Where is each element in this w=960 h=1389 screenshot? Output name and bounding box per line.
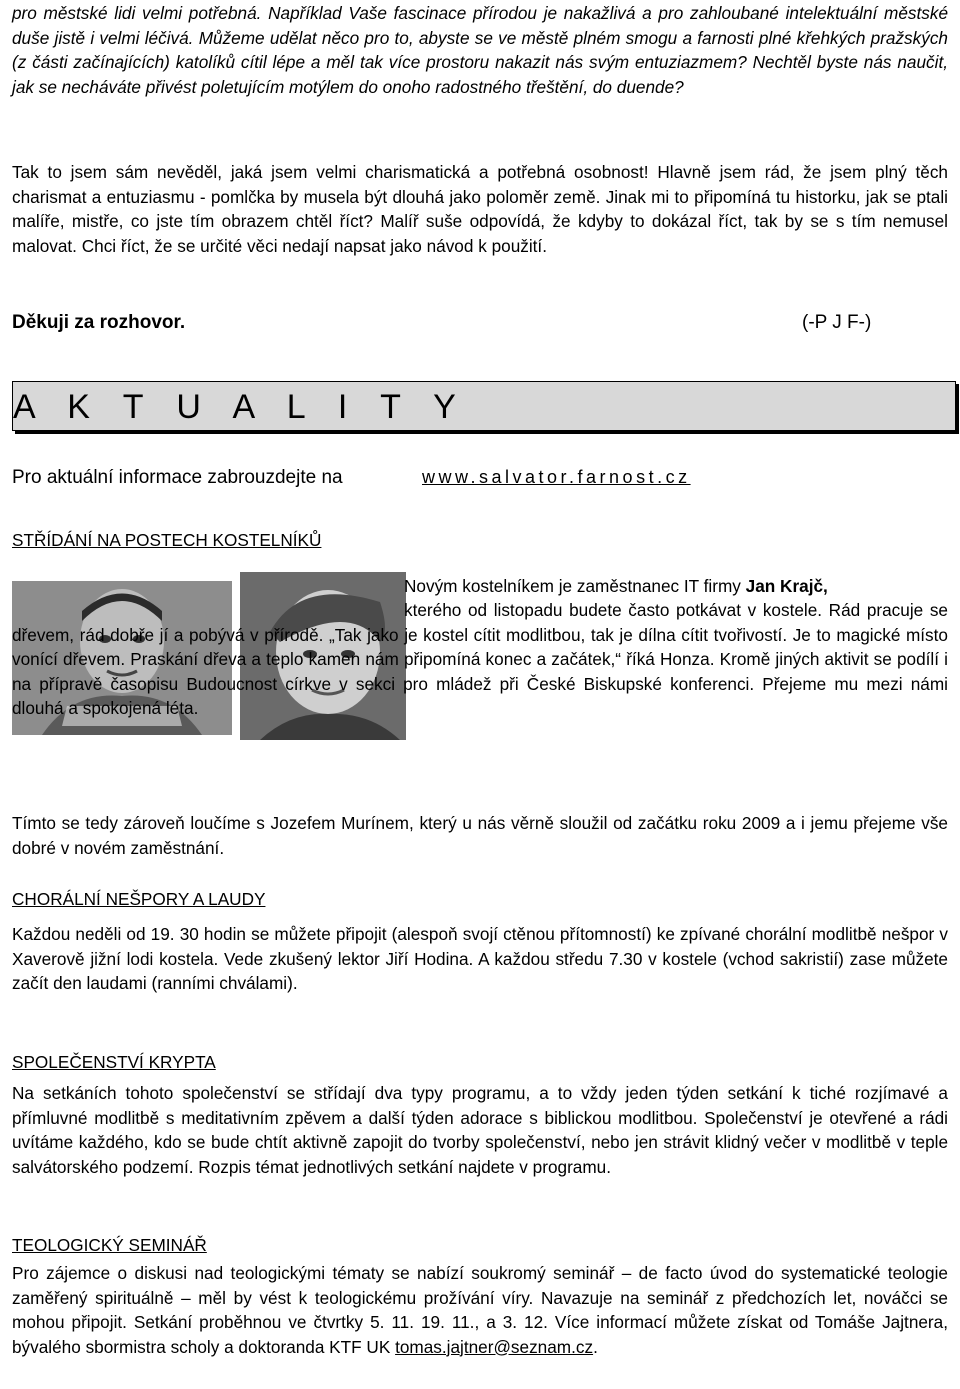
interview-answer: Tak to jsem sám nevěděl, jaká jsem velmi charismatická a potřebná osobnost! Hlavně jsem rád, že jsem plný těch charismat a entuziasmu - pomlčka by musela být dlouhá jako poloměr země. Jinak mi to připomíná tu historku, jak se ptali malíře, mistře, co jste tím obrazem chtěl říct? Malíř suše odpovídá, že kdyby to dokázal říct, tak by se s tím nemusel malovat. Chci říct, že se určité věci nedají napsat jako návod k použití.	[12, 162, 948, 256]
stridani-farewell: Tímto se tedy zároveň loučíme s Jozefem Murínem, který u nás věrně sloužil od začátku roku 2009 a i jemu přejeme vše dobré v novém zaměstnání.	[12, 813, 948, 858]
website-link[interactable]: www.salvator.farnost.cz	[422, 467, 691, 487]
section-title-krypta: SPOLEČENSTVÍ KRYPTA	[12, 1052, 216, 1072]
email-link[interactable]: tomas.jajtner@seznam.cz	[395, 1336, 594, 1357]
seminar-text	[12, 1261, 948, 1359]
section-title-seminar: TEOLOGICKÝ SEMINÁŘ	[12, 1235, 207, 1255]
new-sexton-name: Jan Krajč,	[745, 576, 828, 596]
interview-question: pro městské lidi velmi potřebná. Například Vaše fascinace přírodou je nakažlivá a pro zahloubané intelektuální městské duše jistě i velmi léčivá. Můžeme udělat něco pro to, abyste se ve městě plném smogu a farnosti plné křehkých pražských (z části začínajících) katolíků cítil lépe a měl tak více prostoru nakazit nás svým entuziazmem? Nechtěl byste nás naučit, jak se necháváte přivést poletujícím motýlem do onoho radostného třeštění, do duende?	[12, 3, 948, 97]
seminar-end: .	[593, 1336, 598, 1357]
aktuality-heading: A K T U A L I T Y	[13, 388, 468, 426]
aktuality-banner	[12, 381, 956, 431]
chorlani-text: Každou neděli od 19. 30 hodin se můžete připojit (alespoň svojí ctěnou přítomností) ke zpívané chorální modlitbě nešpor v Xaverově jižní lodi kostela. Vede zkušený lektor Jiří Hodina. A každou středu 7.30 v kostele (vchod sakristií) zase můžete začít den laudami (ranními chválami).	[12, 924, 948, 993]
info-row	[12, 467, 948, 489]
stridani-text-block	[404, 574, 948, 599]
krypta-text: Na setkáních tohoto společenství se střídají dva typy programu, a to vždy jeden týden setkání k tiché rozjímavé a přímluvné modlitbě s meditativním zpěvem a další týden adorace s biblickou modlitbou. Společenství je otevřené a rádi uvítáme každého, kdo se bude chtít aktivně zapojit do tvorby společenství, nebo jen strávit klidný večer v modlitbě v teple salvátorského podzemí. Rozpis témat jednotlivých setkání najdete v programu.	[12, 1083, 948, 1177]
stridani-intro: Novým kostelníkem je zaměstnanec IT firmy	[404, 576, 741, 596]
thanks-row	[12, 312, 948, 342]
info-text: Pro aktuální informace zabrouzdejte na	[12, 467, 343, 488]
section-title-chorlani: CHORÁLNÍ NEŠPORY A LAUDY	[12, 889, 266, 909]
thanks-text: Děkuji za rozhovor.	[12, 312, 186, 333]
stridani-body: kterého od listopadu budete často potkávat v kostele. Rád pracuje se dřevem, rád dobře jí a pobývá v přírodě. „Tak jako je kostel cítit modlitbou, tak je dílna cítit tvořivostí. Je to magické místo vonící dřevem. Praskání dřeva a teplo kamen nám připomíná konec a začátek,“ říká Honza. Kromě jiných aktivit se podílí i na přípravě časopisu Budoucnost církve v sekci pro mládež při České Biskupské konferenci. Přejeme mu mezi námi dlouhá a spokojená léta.	[12, 600, 948, 718]
section-title-stridani: STŘÍDÁNÍ NA POSTECH KOSTELNÍKŮ	[12, 530, 322, 550]
seminar-body: Pro zájemce o diskusi nad teologickými tématy se nabízí soukromý seminář – de facto úvod do systematické teologie zaměřený spirituálně – měl by vést k teologickému prožívání víry. Navazuje na seminář z předchozích let, nováčci se mohou připojit. Setkání proběhnou ve čtvrtky 5. 11. 19. 11., a 3. 12. Více informací můžete získat od Tomáše Jajtnera, bývalého sbormistra scholy a doktoranda KTF UK	[12, 1263, 948, 1357]
author-signature: (-P J F-)	[802, 312, 872, 333]
